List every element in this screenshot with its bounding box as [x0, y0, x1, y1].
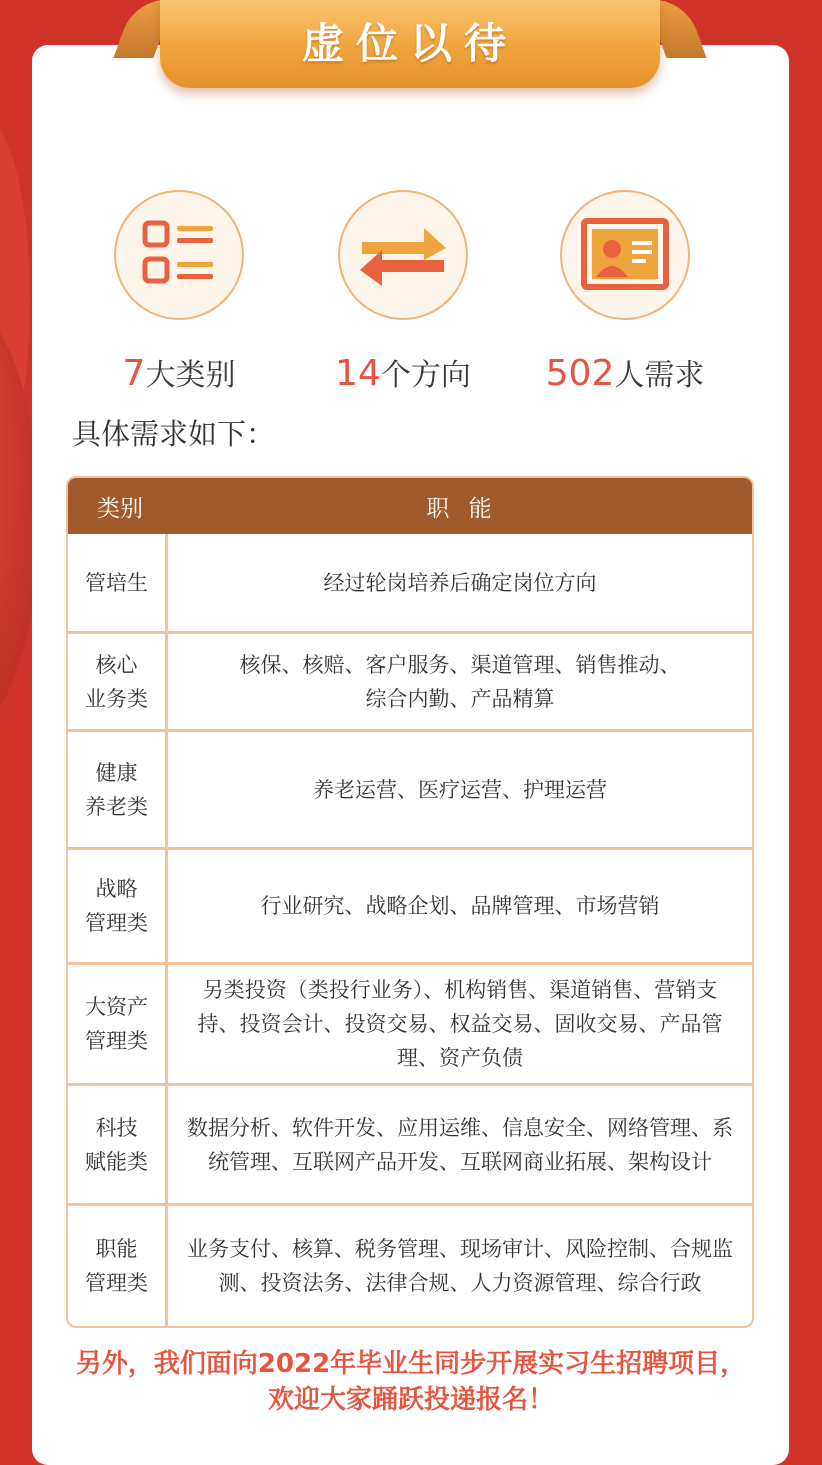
stat-number: 502 [545, 353, 615, 394]
footer-line: 另外，我们面向2022年毕业生同步开展实习生招聘项目， [75, 1349, 747, 1379]
stat-categories [74, 190, 284, 394]
row-category: 核心 业务类 [68, 634, 168, 729]
row-function: 行业研究、战略企划、品牌管理、市场营销 [260, 894, 660, 918]
row-function: 另类投资（类投行业务）、机构销售、渠道销售、营销支持、投资会计、投资交易、权益交易、固收交易、产品管理、资产负债 [197, 978, 723, 1070]
header-function: 职 能 [426, 495, 498, 522]
stat-directions [298, 190, 508, 394]
stat-label [74, 350, 284, 394]
table-row [68, 729, 752, 847]
stat-number: 14 [335, 353, 381, 394]
banner-title: 虚位以待 [301, 19, 518, 68]
row-category: 管培生 [68, 534, 168, 631]
table-row [68, 1203, 752, 1326]
footer-note [0, 1346, 822, 1418]
table-header [68, 478, 752, 534]
table-row [68, 631, 752, 729]
stat-number: 7 [122, 353, 146, 394]
intro-text: 具体需求如下： [72, 417, 276, 451]
table-row [68, 847, 752, 962]
row-category: 科技 赋能类 [68, 1086, 168, 1203]
list-icon [114, 190, 244, 320]
swap-arrows-icon [338, 190, 468, 320]
row-function: 业务支付、核算、税务管理、现场审计、风险控制、合规监测、投资法务、法律合规、人力资源管理、综合行政 [187, 1237, 733, 1295]
stat-suffix: 人需求 [614, 358, 705, 393]
row-function: 养老运营、医疗运营、护理运营 [313, 777, 607, 802]
stat-label [520, 350, 730, 394]
table-row [68, 1083, 752, 1203]
table-row [68, 962, 752, 1083]
row-category: 大资产 管理类 [68, 965, 168, 1083]
row-category: 战略 管理类 [68, 850, 168, 962]
row-category: 健康 养老类 [68, 732, 168, 847]
stat-suffix: 个方向 [380, 358, 471, 393]
stat-demand [520, 190, 730, 394]
header-category: 类别 [97, 495, 143, 522]
row-function: 数据分析、软件开发、应用运维、信息安全、网络管理、系统管理、互联网产品开发、互联网商业拓展、架构设计 [187, 1115, 733, 1174]
table-row [68, 534, 752, 631]
section-banner [160, 0, 660, 88]
footer-line: 欢迎大家踊跃投递报名！ [267, 1385, 554, 1415]
row-category: 职能 管理类 [68, 1206, 168, 1326]
row-function: 核保、核赔、客户服务、渠道管理、销售推动、 综合内勤、产品精算 [239, 652, 681, 711]
stat-suffix: 大类别 [145, 358, 236, 393]
id-card-icon [560, 190, 690, 320]
stat-label [298, 350, 508, 394]
positions-table [66, 476, 754, 1328]
row-function: 经过轮岗培养后确定岗位方向 [323, 570, 597, 595]
